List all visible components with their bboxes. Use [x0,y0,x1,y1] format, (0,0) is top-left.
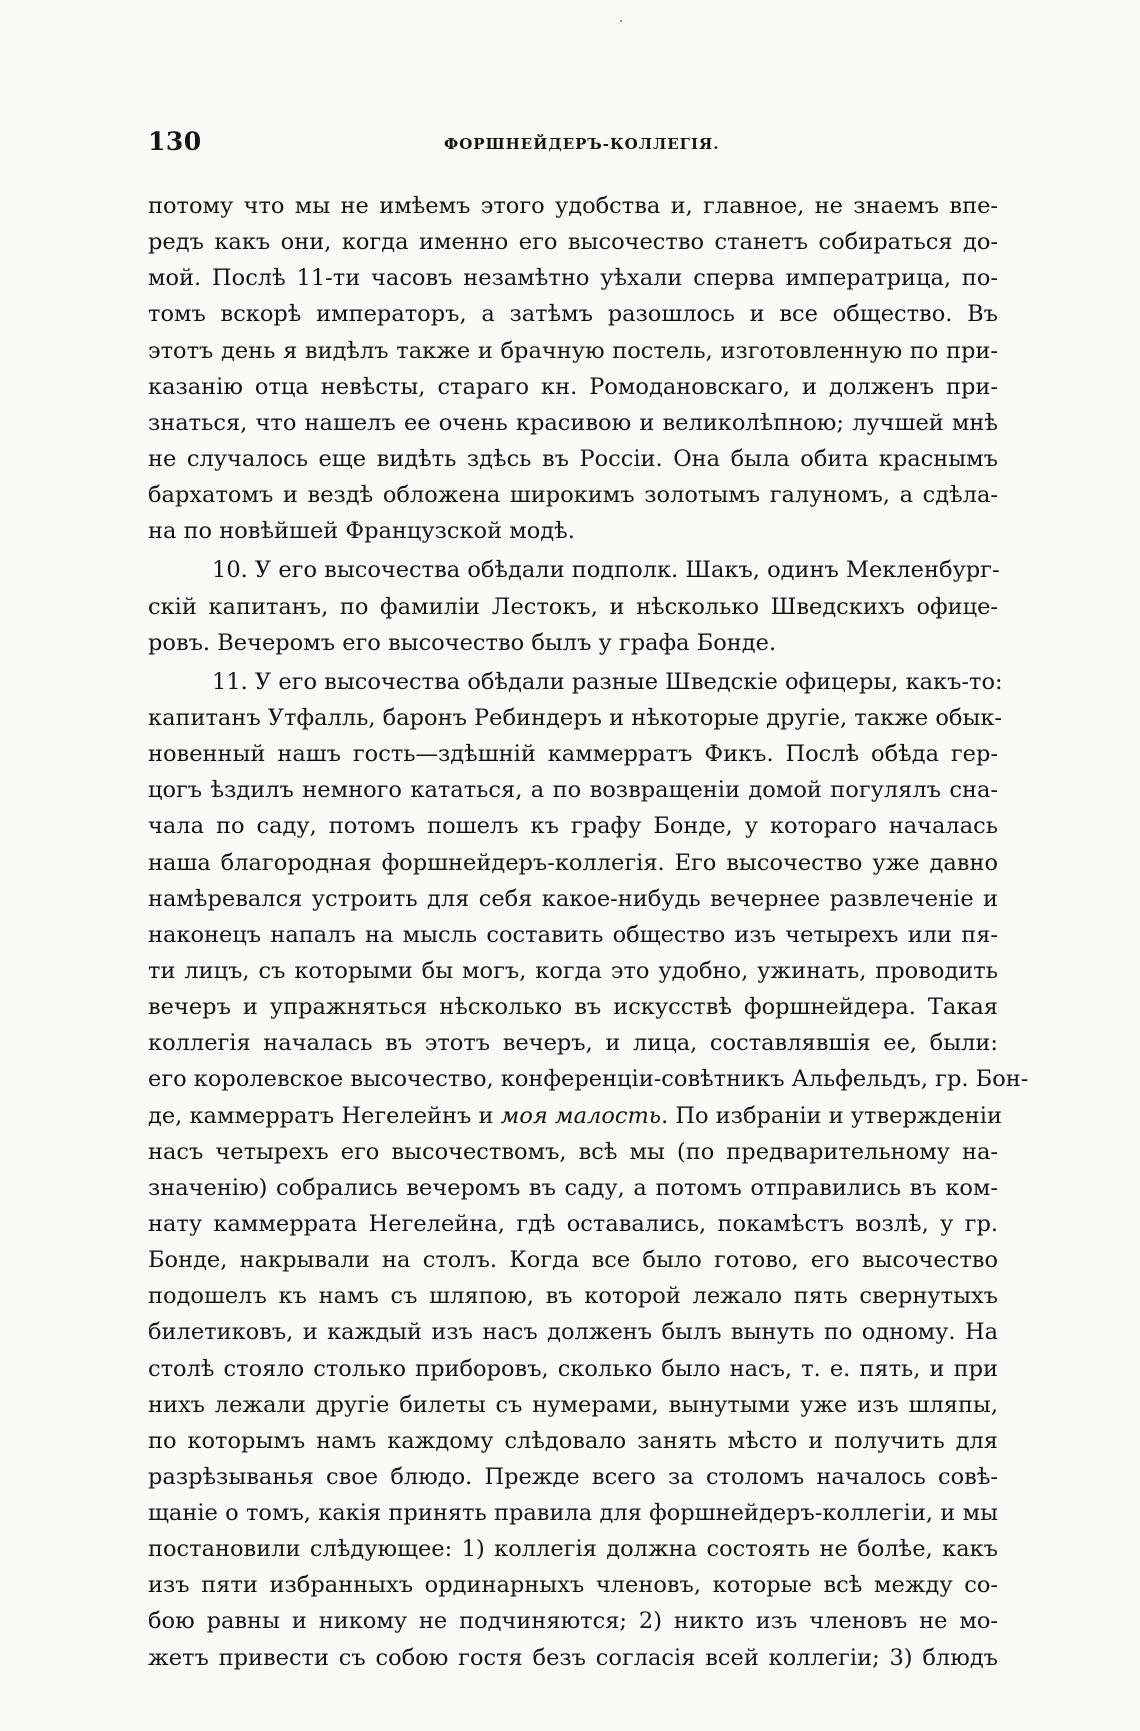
text-line: этотъ день я видѣлъ также и брачную постель, изготовленную по при- [148,337,998,364]
text-line: значенію) собрались вечеромъ въ саду, а потомъ отправились въ ком- [148,1174,998,1201]
page-number: 130 [148,127,202,156]
text-line: знаться, что нашелъ ее очень красивою и великолѣпною; лучшей мнѣ [148,409,998,436]
page-header [148,127,998,167]
body-text [148,188,1029,1676]
text-line: жетъ привести съ собою гостя безъ согласія всей коллегіи; 3) блюдъ [148,1644,998,1671]
text-line: билетиковъ, и каждый изъ насъ долженъ былъ вынуть по одному. На [148,1319,998,1346]
text-line: намѣревался устроить для себя какое-нибудь вечернее развлеченіе и [148,885,998,912]
text-line: мой. Послѣ 11-ти часовъ незамѣтно уѣхали сперва императрица, по- [148,265,998,292]
print-speck: · [619,14,624,30]
text-line: разрѣзыванья свое блюдо. Прежде всего за столомъ началось совѣ- [148,1463,998,1490]
text-line: наконецъ напалъ на мысль составить общество изъ четырехъ или пя- [148,921,998,948]
text-line: потому что мы не имѣемъ этого удобства и, главное, не знаемъ впе- [148,193,998,219]
text-line: редъ какъ они, когда именно его высочество станетъ собираться до- [148,229,998,256]
text-line: де, каммерратъ Негелейнъ и моя малость. По избраніи и утвержденіи [148,1102,1002,1129]
text-line: ровъ. Вечеромъ его высочество былъ у графа Бонде. [148,629,777,656]
italic-phrase: моя малость [500,1102,662,1129]
text-line: не случалось еще видѣть здѣсь въ Россіи. Она была обита краснымъ [148,445,998,472]
running-head: ФОРШНЕЙДЕРЪ-КОЛЛЕГІЯ. [444,135,720,153]
text-line: цогъ ѣздилъ немного кататься, а по возвращеніи домой погулялъ сна- [148,777,998,804]
entry-11-first-line: 11. У его высочества обѣдали разные Шведскіе офицеры, какъ-то: [212,668,1003,695]
text-line: наша благородная форшнейдеръ-коллегія. Его высочество уже давно [148,849,998,876]
text-line: по которымъ намъ каждому слѣдовало занять мѣсто и получить для [148,1427,998,1454]
text-line: новенный нашъ гость—здѣшній каммерратъ Фикъ. Послѣ обѣда гер- [148,741,998,768]
text-line: Бонде, накрывали на столъ. Когда все было готово, его высочество [148,1247,998,1274]
text-line: капитанъ Утфалль, баронъ Ребиндеръ и нѣкоторые другіе, также обык- [148,704,1003,731]
text-line: бархатомъ и вездѣ обложена широкимъ золотымъ галуномъ, а сдѣла- [148,482,998,509]
text-line: нихъ лежали другіе билеты съ нумерами, вынутыми уже изъ шляпы, [148,1391,998,1418]
text-line: щаніе о томъ, какія принять правила для форшнейдеръ-коллегіи, и мы [148,1500,998,1527]
text-line: ти лицъ, съ которыми бы могъ, когда это удобно, ужинать, проводить [148,957,998,984]
text-line: скій капитанъ, по фамиліи Лестокъ, и нѣсколько Шведскихъ офице- [148,593,998,620]
text-line: изъ пяти избранныхъ ординарныхъ членовъ, которые всѣ между со- [148,1572,998,1599]
text-line: насъ четырехъ его высочествомъ, всѣ мы (по предварительному на- [148,1138,998,1165]
text-line: чала по саду, потомъ пошелъ къ графу Бонде, у котораго началась [148,813,998,840]
text-line: постановили слѣдующее: 1) коллегія должна состоять не болѣе, какъ [148,1536,998,1563]
text-line: вечеръ и упражняться нѣсколько въ искусствѣ форшнейдера. Такая [148,994,998,1021]
entry-10-first-line: 10. У его высочества обѣдали подполк. Шакъ, одинъ Мекленбург- [212,557,1000,584]
text-line: казанію отца невѣсты, стараго кн. Ромодановскаго, и долженъ при- [148,373,998,400]
text-line: его королевское высочество, конференціи-совѣтникъ Альфельдъ, гр. Бон- [148,1066,1029,1093]
text-line: столѣ стояло столько приборовъ, сколько было насъ, т. е. пять, и при [148,1355,998,1382]
text-line: томъ вскорѣ императоръ, а затѣмъ разошлось и все общество. Въ [148,301,998,328]
text-line: коллегія началась въ этотъ вечеръ, и лица, составлявшія ее, были: [148,1030,998,1057]
text-line: на по новѣйшей Французской модѣ. [148,518,575,545]
text-line: бою равны и никому не подчиняются; 2) никто изъ членовъ не мо- [148,1608,998,1635]
text-line: нату каммеррата Негелейна, гдѣ оставались, покамѣстъ возлѣ, у гр. [148,1210,998,1237]
text-line: подошелъ къ намъ съ шляпою, въ которой лежало пять свернутыхъ [148,1283,998,1310]
